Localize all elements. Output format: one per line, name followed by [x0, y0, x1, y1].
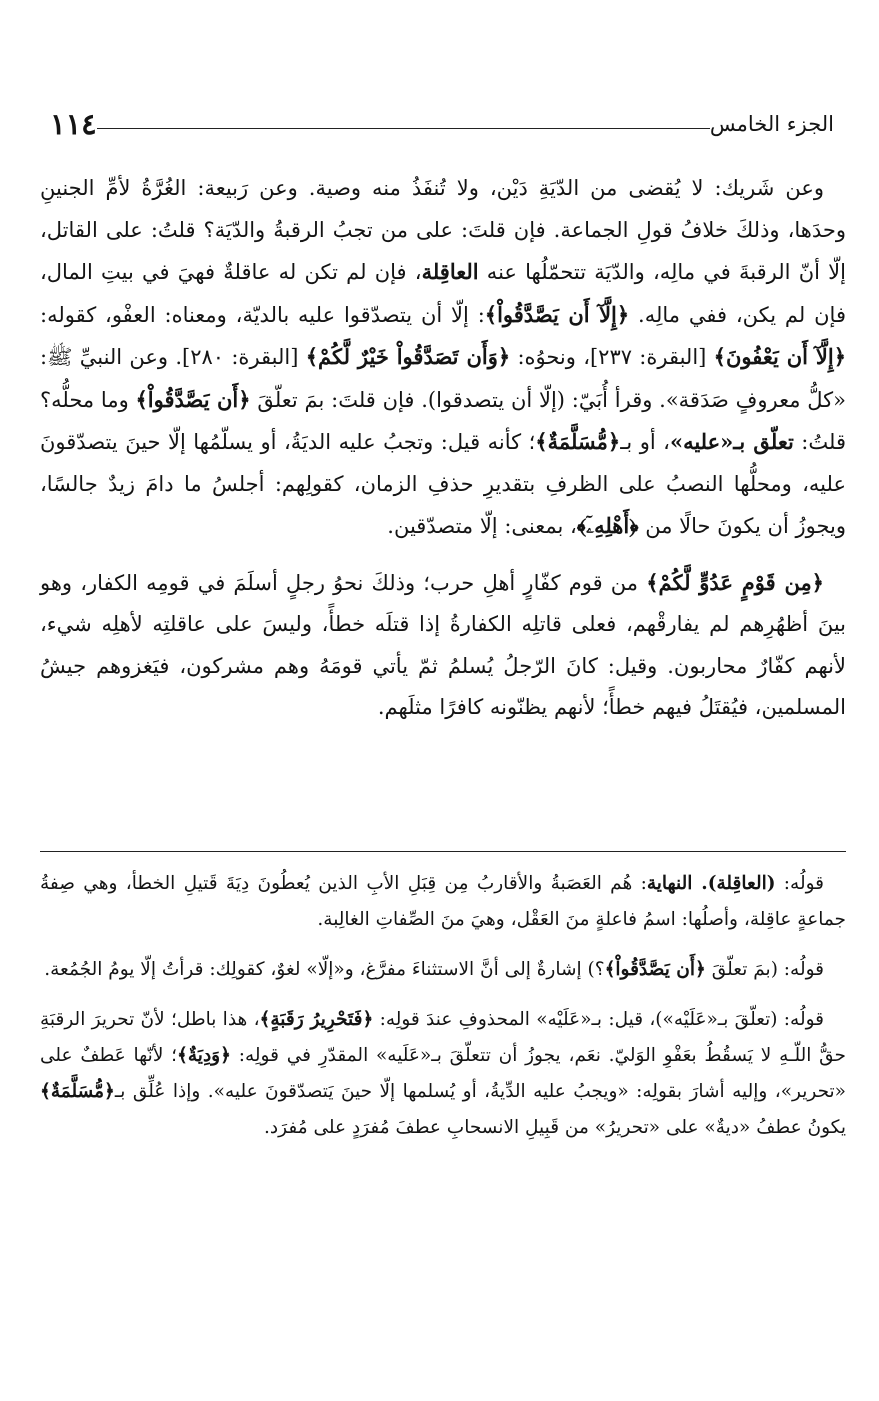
- note-1: [40, 866, 846, 938]
- quran-quote: ﴿أَهْلِهِۦٓ﴾: [576, 513, 639, 538]
- quran-quote: ﴿أَن يَصَّدَّقُواْ﴾: [604, 959, 706, 980]
- quran-quote: ﴿فَتَحْرِيرُ رَقَبَةٍ﴾: [259, 1009, 374, 1030]
- note-heading: (العاقِلة). النهاية: [646, 873, 776, 894]
- text-run: ؛ لأنّها عَطفٌ على «تحرير»، وإليه أشارَ بقولِه: «ويجبُ عليه الدِّيةُ، أو يُسلمها إلّا حينَ يَتصدّقونَ عليه». وإذا عُلِّق بـ: [40, 1045, 846, 1102]
- text-run: من قوم كفّارٍ أهلِ حرب؛ وذلكَ نحوُ رجلٍ أسلَمَ في قومِه الكفار، وهو بينَ أظهُرِهم لم يفارقْهم، فعلى قاتلِه الكفارةُ إذا قتلَه خطأً، وليسَ على عاقلتِه لأهلِه شيء، لأنهم كفّارٌ محاربون. وقيل: كانَ الرّجلُ يُسلمُ ثمّ يأتي قومَهُ وهم مشركون، فيَغزوهم جيشُ المسلمين، فيُقتَلُ فيهم خطأً؛ لأنهم يظنّونه كافرًا مثلَهم.: [40, 570, 846, 719]
- term-aqila: العاقِلة: [421, 259, 479, 284]
- text-run: [البقرة: ٢٣٧]، ونحوُه:: [510, 345, 714, 369]
- text-run: يكونُ عطفُ «ديةٌ» على «تحريرُ» من قَبِيلِ الانسحابِ عطفَ مُفرَدٍ على مُفرَد.: [264, 1117, 846, 1138]
- text-run: ، أو بـ: [620, 430, 670, 454]
- quran-quote: ﴿أَن يَصَّدَّقُواْ﴾: [135, 386, 251, 412]
- text-run: قولُه: (تعلّقَ بـ«عَلَيْه»)، قيل: بـ«عَلَيْه» المحذوفِ عندَ قولِه:: [373, 1009, 824, 1030]
- term-alayh: تعلّق بـ«عليه»: [669, 429, 794, 454]
- quran-quote: ﴿وَأَن تَصَدَّقُواْ خَيْرٌ لَّكُمْ﴾: [305, 344, 511, 369]
- text-run: ، فإن لم تكن له عاقلةٌ فهيَ في بيتِ المال، فإن لم يكن، ففي مالِه.: [40, 260, 846, 327]
- main-paragraph-1: [40, 168, 846, 548]
- text-run: [البقرة: ٢٨٠]. وعن النبيِّ ﷺ: «كلُّ معروفٍ صَدَقة». وقرأ أُبَيّ: (إلّا أن يتصدقوا). فإن قلتَ: بمَ تعلّقَ: [40, 345, 846, 412]
- text-run: وما محلُّه؟ قلتُ:: [40, 387, 846, 454]
- page-header: [40, 104, 846, 144]
- note-2: [40, 952, 846, 988]
- quran-quote: ﴿إِلَّآ أَن يَصَّدَّقُواْ﴾: [484, 301, 630, 327]
- quran-quote: ﴿وَدِيَةٌ﴾: [177, 1045, 231, 1066]
- note-3: [40, 1002, 846, 1146]
- text-run: ، هذا باطل؛ لأنّ تحريرَ الرقبَةِ حقُّ اللّـهِ لا يَسقُطُ بعَفْوِ الوَليّ. نعَم، يجوزُ أن تتعلّقَ بـ«عَلَيه» المقدّرِ في قولِه:: [40, 1009, 846, 1066]
- text-run: قولُه: (بمَ تعلّقَ: [705, 959, 824, 980]
- main-text: [40, 168, 846, 729]
- quran-quote: ﴿مِن قَوْمٍ عَدُوٍّ لَّكُمْ﴾: [646, 569, 824, 595]
- text-run: وعن شَريك: لا يُقضى من الدّيَةِ دَيْن، ولا تُنفَذُ منه وصية. وعن رَبيعة: الغُرَّةُ لأمِّ الجنينِ وحدَها، وذلكَ خلافُ قولِ الجماعة. فإن قلتَ: على من تجبُ الرقبةُ والدّيَة؟ قلتُ: على القاتل، إلّا أنّ الرقبةَ في مالِه، والدّيَة تتحمّلُها عنه: [40, 176, 846, 284]
- running-head: الجزء الخامس: [709, 112, 834, 136]
- text-run: ؟) إشارةٌ إلى أنَّ الاستثناءَ مفرَّغ، و«إلّا» لغوٌ، كقولِك: قرأتُ إلّا يومُ الجُمُعة.: [44, 959, 605, 980]
- text-run: ؛ كأنه قيل: وتجبُ عليه الديَةُ، أو يسلّمُها إلّا حينَ يتصدّقونَ عليه، ومحلُّها النصبُ على الظرفِ بتقديرِ حذفِ الزمان، كقولِهم: أجلسُ ما دامَ زيدٌ جالسًا، ويجوزُ أن يكونَ حالًا من: [40, 430, 846, 538]
- quran-quote: ﴿مُّسَلَّمَةٌ﴾: [535, 429, 621, 454]
- text-run: : إلّا أن يتصدّقوا عليه بالديّة، ومعناه: العفْو، كقوله:: [40, 302, 485, 327]
- text-run: ، بمعنى: إلّا متصدّقين.: [387, 514, 577, 538]
- footnote-rule: [40, 851, 846, 852]
- quran-quote: ﴿مُّسَلَّمَةٌ﴾: [40, 1081, 115, 1102]
- main-paragraph-2: [40, 562, 846, 729]
- commentary-notes: [40, 866, 846, 1160]
- header-rule: [97, 128, 710, 129]
- page-number: ١١٤: [50, 107, 97, 141]
- text-run: : هُم العَصَبةُ والأقاربُ مِن قِبَلِ الأبِ الذين يُعطُونَ دِيَةَ قَتيلِ الخطأ، وهي صِفةُ جماعةٍ عاقِلة، وأصلُها: اسمُ فاعلةٍ منَ العَقْل، وهيَ منَ الصِّفاتِ الغالِبة.: [40, 873, 846, 930]
- text-run: قولُه:: [775, 873, 824, 894]
- quran-quote: ﴿إِلَّآ أَن يَعْفُونَ﴾: [713, 344, 847, 369]
